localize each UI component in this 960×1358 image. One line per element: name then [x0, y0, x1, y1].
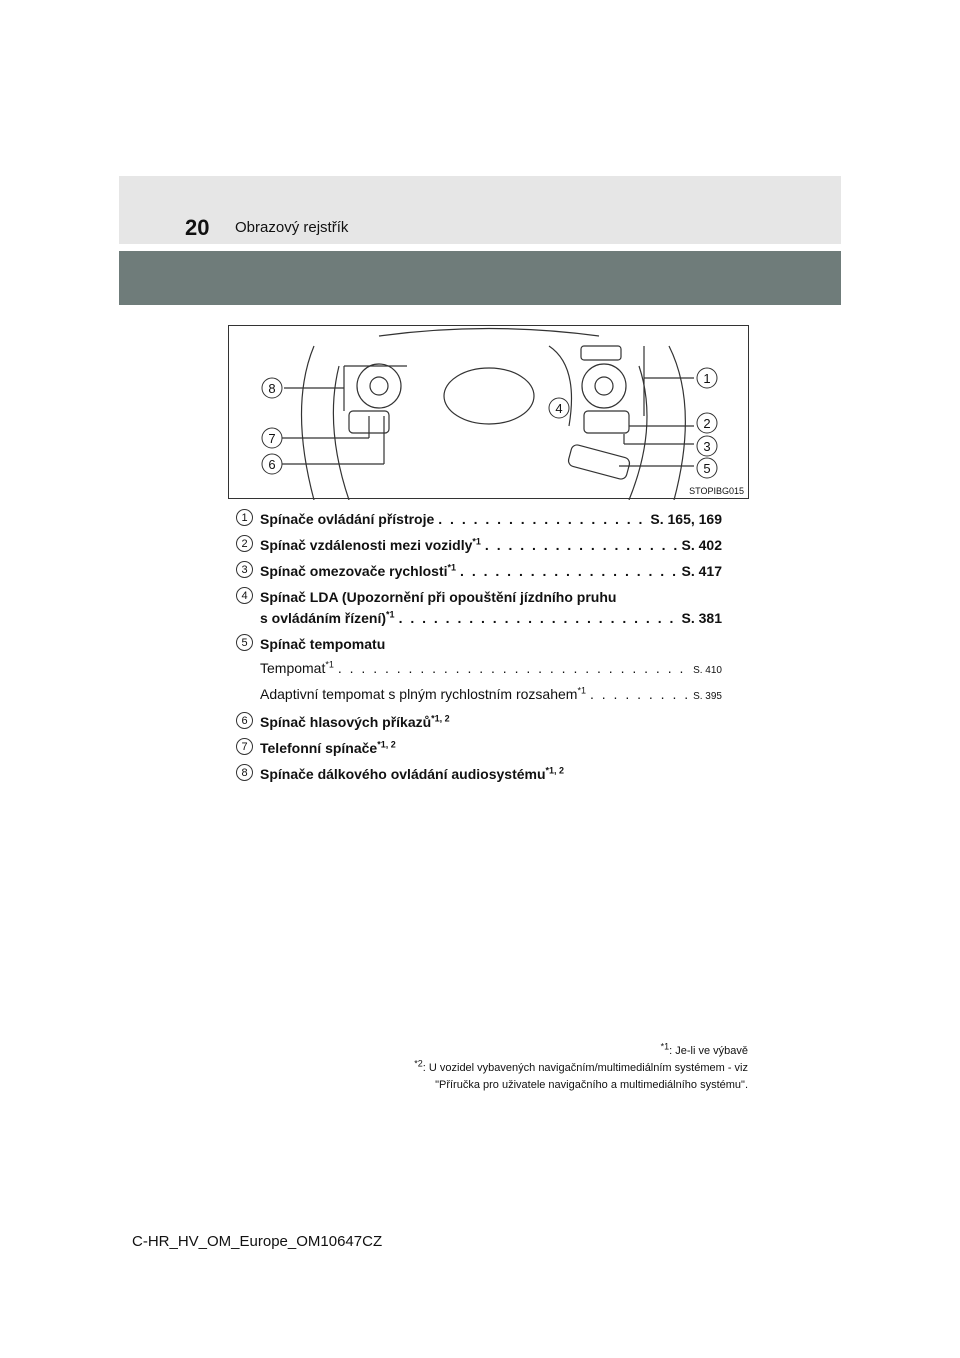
page-reference[interactable]: S. 417 — [681, 563, 722, 579]
list-item — [236, 738, 722, 759]
footnote-2-text: : U vozidel vybavených navigačním/multimediálním systémem - viz — [422, 1062, 748, 1074]
item-number-badge: 2 — [236, 535, 253, 552]
header-band — [119, 176, 841, 244]
item-label: Spínač hlasových příkazů — [260, 714, 432, 730]
list-item — [236, 634, 722, 707]
item-label: Spínač omezovače rychlosti — [260, 563, 448, 579]
page-reference[interactable]: S. 165, 169 — [650, 511, 722, 527]
leader-dots — [338, 658, 689, 679]
item-label: Spínače dálkového ovládání audiosystému — [260, 766, 546, 782]
item-list — [236, 509, 722, 785]
item-label: Spínač tempomatu — [260, 636, 386, 652]
steering-wheel-illustration — [229, 326, 750, 500]
item-number-badge: 4 — [236, 587, 253, 604]
item-number-badge: 5 — [236, 634, 253, 651]
footnotes — [414, 1043, 748, 1094]
section-title: Obrazový rejstřík — [235, 219, 349, 236]
callout-7: 7 — [268, 431, 276, 446]
leader-dots — [460, 561, 677, 582]
callout-2: 2 — [703, 416, 711, 431]
callout-5: 5 — [703, 461, 711, 476]
item-number-badge: 1 — [236, 509, 253, 526]
list-item — [236, 561, 722, 582]
footnote-mark-2: *2 — [414, 1058, 423, 1069]
page-reference[interactable]: S. 402 — [681, 537, 722, 553]
leader-dots — [438, 509, 646, 530]
item-number-badge: 3 — [236, 561, 253, 578]
page-reference[interactable]: S. 410 — [693, 665, 722, 676]
callout-1: 1 — [703, 371, 711, 386]
callout-6: 6 — [268, 457, 276, 472]
footnote-2-continuation: "Příručka pro uživatele navigačního a multimediálního systému". — [435, 1079, 748, 1091]
item-label: Telefonní spínače — [260, 740, 378, 756]
footnote-marker: *1, 2 — [545, 765, 565, 776]
sub-item-label: Adaptivní tempomat s plným rychlostním rozsahem — [260, 686, 578, 702]
footnote-marker: *1, 2 — [431, 713, 450, 724]
footnote-marker: *1 — [447, 562, 457, 573]
footnote-marker: *1, 2 — [377, 739, 396, 750]
footnote-marker: *1 — [472, 536, 481, 547]
callout-4: 4 — [555, 401, 563, 416]
footnote-marker: *1 — [577, 685, 586, 696]
item-label: Spínač vzdálenosti mezi vozidly — [260, 537, 473, 553]
item-label-line1: Spínač LDA (Upozornění při opouštění jízdního pruhu — [260, 589, 617, 605]
title-band — [119, 251, 841, 305]
list-item — [236, 587, 722, 629]
page-reference[interactable]: S. 381 — [681, 610, 722, 626]
list-item — [236, 712, 722, 733]
list-item — [236, 764, 722, 785]
page-number: 20 — [185, 215, 210, 240]
leader-dots — [590, 684, 689, 705]
item-number-badge: 7 — [236, 738, 253, 755]
item-label: Spínače ovládání přístroje — [260, 511, 435, 527]
figure-code: STOPIBG015 — [689, 486, 744, 496]
list-item — [236, 535, 722, 556]
sub-item-label: Tempomat — [260, 660, 326, 676]
footnote-marker: *1 — [325, 659, 334, 670]
footnote-mark-1: *1 — [660, 1041, 670, 1052]
leader-dots — [399, 608, 678, 629]
page-reference[interactable]: S. 395 — [693, 691, 722, 702]
callout-8: 8 — [268, 381, 276, 396]
leader-dots — [485, 535, 678, 556]
item-number-badge: 8 — [236, 764, 253, 781]
footnote-marker: *1 — [386, 609, 395, 620]
item-label-line2: s ovládáním řízení) — [260, 610, 387, 626]
footnote-1-text: : Je-li ve výbavě — [669, 1045, 748, 1057]
steering-wheel-figure — [228, 325, 749, 499]
document-code: C-HR_HV_OM_Europe_OM10647CZ — [132, 1233, 383, 1250]
list-item — [236, 509, 722, 530]
item-number-badge: 6 — [236, 712, 253, 729]
callout-3: 3 — [703, 439, 711, 454]
